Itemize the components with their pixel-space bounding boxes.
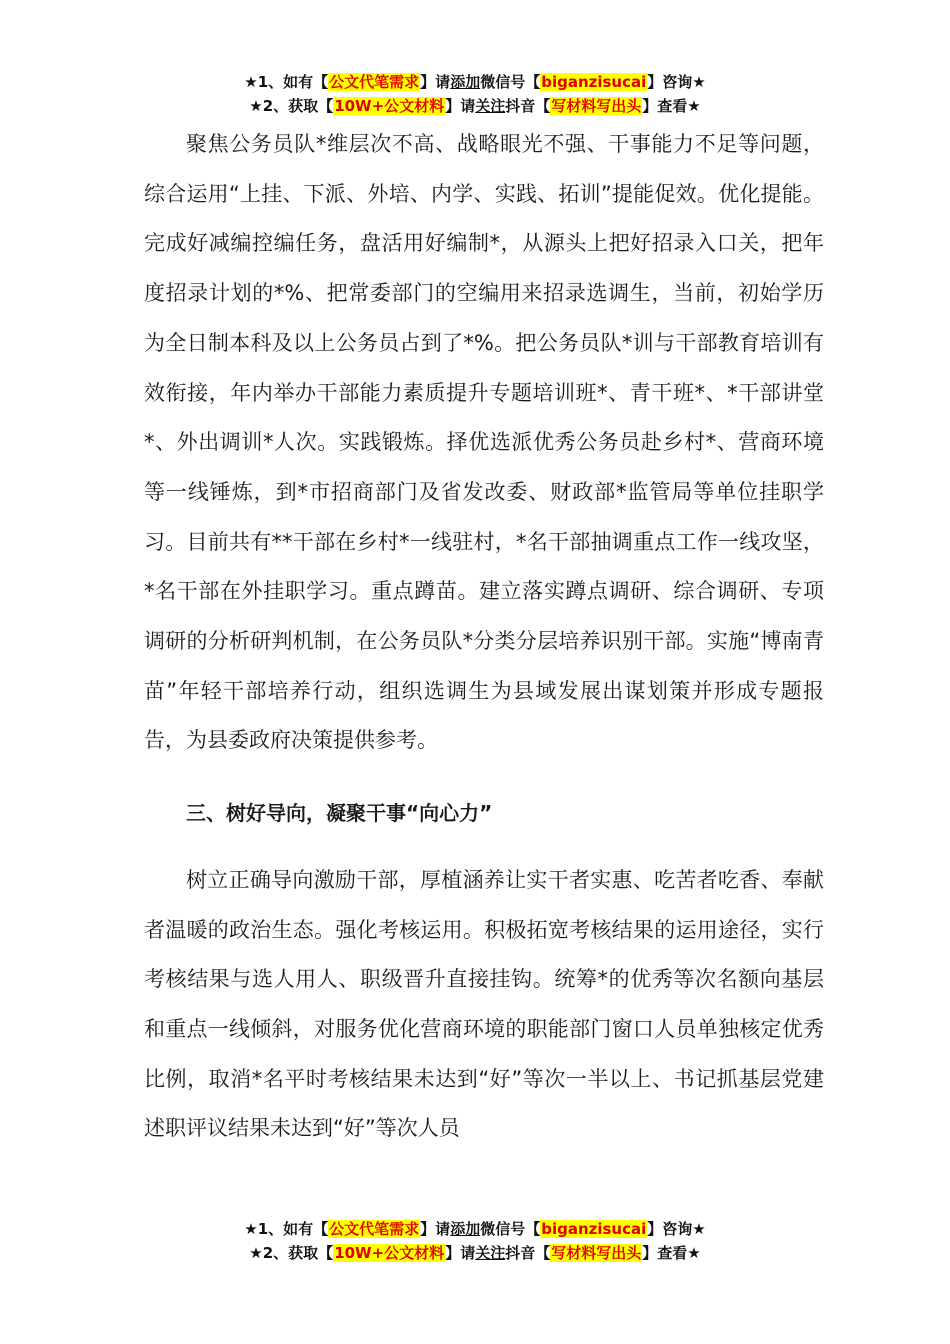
banner-underlined: 添加 (450, 73, 481, 91)
banner-line-1 (0, 1217, 950, 1241)
highlight-service: 公文代笔需求 (329, 73, 420, 91)
highlight-douyin-account: 写材料写出头 (551, 1244, 642, 1262)
banner-text: 】查看★ (642, 1244, 701, 1262)
document-body (144, 120, 824, 1154)
section-heading: 三、树好导向，凝聚干事“向心力” (186, 801, 493, 826)
banner-text: ★1、如有【 (244, 1220, 329, 1238)
banner-text: 】请 (445, 1244, 476, 1262)
header-banner (0, 70, 950, 118)
paragraph-guidance: 树立正确导向激励干部，厚植涵养让实干者实惠、吃苦者吃香、奉献者温暖的政治生态。强化考核运用。积极拓宽考核结果的运用途径，实行考核结果与选人用人、职级晋升直接挂钩。统筹*的优秀等次名额向基层和重点一线倾斜，对服务优化营商环境的职能部门窗口人员单独核定优秀比例，取消*名平时考核结果未达到“好”等次一半以上、书记抓基层党建述职评议结果未达到“好”等次人员 (144, 867, 824, 1141)
banner-text: 抖音【 (505, 97, 551, 115)
footer-banner (0, 1217, 950, 1265)
banner-text: 】咨询★ (647, 1220, 706, 1238)
banner-text: 微信号【 (480, 73, 541, 91)
banner-text: 微信号【 (480, 1220, 541, 1238)
banner-underlined: 关注 (475, 97, 506, 115)
banner-text: 】查看★ (642, 97, 701, 115)
banner-text: 】咨询★ (647, 73, 706, 91)
banner-text: 】请 (445, 97, 476, 115)
banner-line-1 (0, 70, 950, 94)
banner-line-2 (0, 1241, 950, 1265)
banner-underlined: 添加 (450, 1220, 481, 1238)
banner-text: 】请 (420, 1220, 451, 1238)
banner-text: ★2、获取【 (249, 1244, 334, 1262)
highlight-wechat-id: biganzisucai (541, 73, 647, 91)
highlight-douyin-account: 写材料写出头 (551, 97, 642, 115)
highlight-service: 公文代笔需求 (329, 1220, 420, 1238)
banner-text: ★2、获取【 (249, 97, 334, 115)
highlight-materials: 10W+公文材料 (334, 97, 445, 115)
banner-text: 抖音【 (505, 1244, 551, 1262)
banner-line-2 (0, 94, 950, 118)
paragraph-training: 聚焦公务员队*维层次不高、战略眼光不强、干事能力不足等问题，综合运用“上挂、下派、外培、内学、实践、拓训”提能促效。优化提能。完成好减编控编任务，盘活用好编制*，从源头上把好招录入口关，把年度招录计划的*%、把常委部门的空编用来招录选调生，当前，初始学历为全日制本科及以上公务员占到了*%。把公务员队*训与干部教育培训有效衔接，年内举办干部能力素质提升专题培训班*、青干班*、*干部讲堂*、外出调训*人次。实践锻炼。择优选派优秀公务员赴乡村*、营商环境等一线锤炼，到*市招商部门及省发改委、财政部*监管局等单位挂职学习。目前共有**干部在乡村*一线驻村，*名干部抽调重点工作一线攻坚，*名干部在外挂职学习。重点蹲苗。建立落实蹲点调研、综合调研、专项调研的分析研判机制，在公务员队*分类分层培养识别干部。实施“博南青苗”年轻干部培养行动，组织选调生为县域发展出谋划策并形成专题报告，为县委政府决策提供参考。 (144, 132, 824, 753)
highlight-wechat-id: biganzisucai (541, 1220, 647, 1238)
highlight-materials: 10W+公文材料 (334, 1244, 445, 1262)
banner-text: ★1、如有【 (244, 73, 329, 91)
banner-underlined: 关注 (475, 1244, 506, 1262)
banner-text: 】请 (420, 73, 451, 91)
